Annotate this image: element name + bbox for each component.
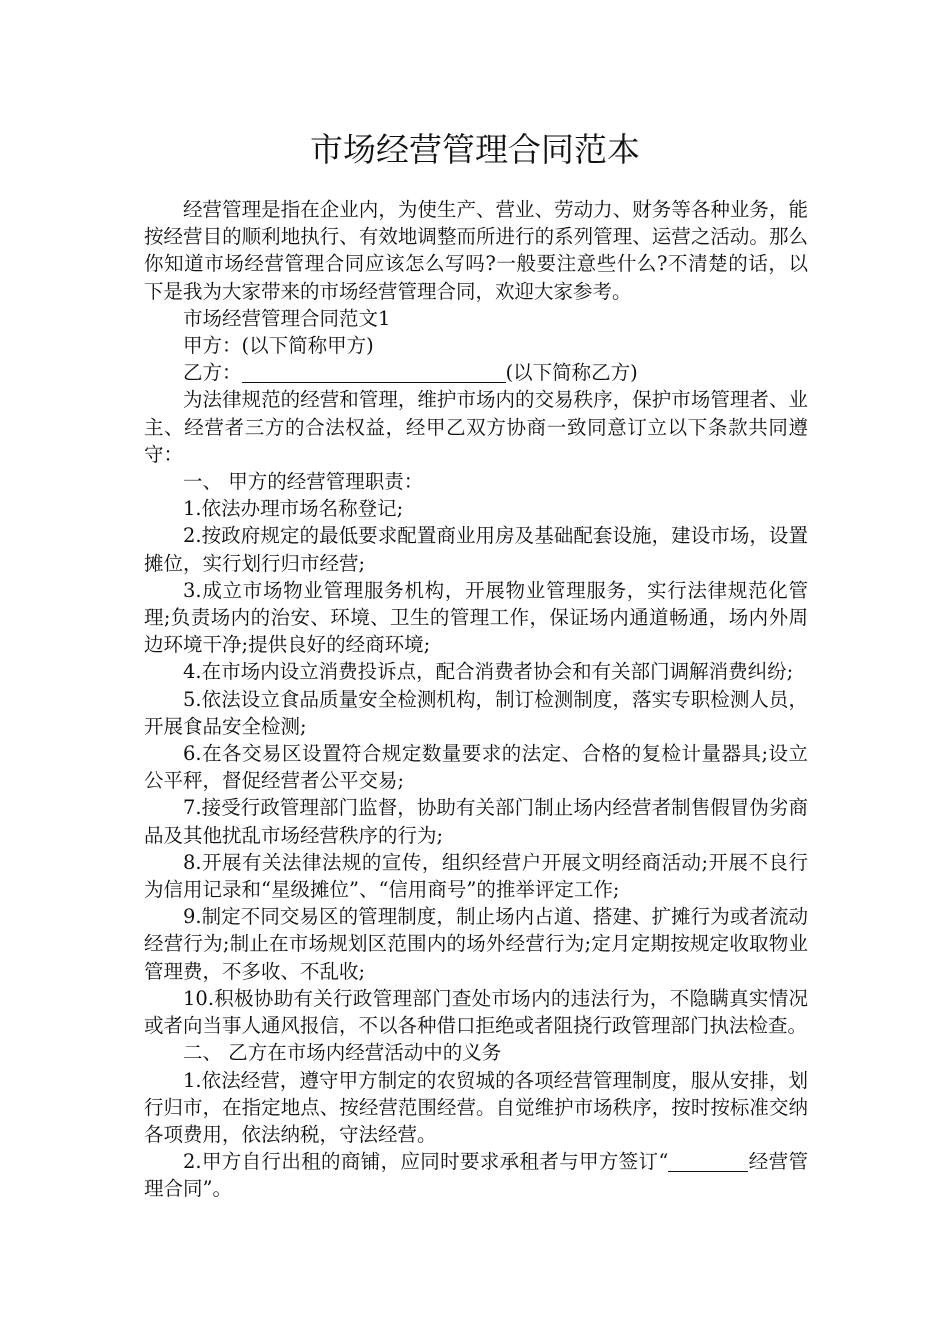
party-a-line: 甲方：(以下简称甲方) (183, 334, 374, 358)
section2-item-2 (144, 1148, 808, 1202)
section2-item2-suffix: 经营管理合同”。 (144, 1150, 808, 1201)
document-body (144, 196, 808, 1203)
section1-item: 7.接受行政管理部门监督，协助有关部门制止场内经营者制售假冒伪劣商品及其他扰乱市场经营秩序的行为; (144, 796, 808, 847)
section1-heading: 一、 甲方的经营管理职责： (183, 470, 424, 494)
section1-item: 2.按政府规定的最低要求配置商业用房及基础配套设施，建设市场，设置摊位，实行划行归市经营; (144, 524, 808, 575)
preamble-paragraph: 为法律规范的经营和管理，维护市场内的交易秩序，保护市场管理者、业主、经营者三方的合法权益，经甲乙双方协商一致同意订立以下条款共同遵守： (144, 388, 808, 466)
section1-item: 8.开展有关法律法规的宣传，组织经营户开展文明经商活动;开展不良行为信用记录和“星级摊位”、“信用商号”的推举评定工作; (144, 850, 808, 902)
section1-item: 3.成立市场物业管理服务机构，开展物业管理服务，实行法律规范化管理;负责场内的治安、环境、卫生的管理工作，保证场内通道畅通，场内外周边环境干净;提供良好的经商环境; (144, 578, 808, 657)
section1-item: 6.在各交易区设置符合规定数量要求的法定、合格的复检计量器具;设立公平秤，督促经营者公平交易; (144, 742, 808, 793)
party-b-suffix: (以下简称乙方) (505, 361, 638, 385)
sample-heading: 市场经营管理合同范文1 (183, 306, 391, 330)
section1-item: 10.积极协助有关行政管理部门查处市场内的违法行为，不隐瞒真实情况或者向当事人通风报信，不以各种借口拒绝或者阻挠行政管理部门执法检查。 (144, 986, 808, 1038)
intro-paragraph: 经营管理是指在企业内，为使生产、营业、劳动力、财务等各种业务，能按经营目的顺利地执行、有效地调整而所进行的系列管理、运营之活动。那么你知道市场经营管理合同应该怎么写吗?一般要注意些什么?不清楚的话，以下是我为大家带来的市场经营管理合同，欢迎大家参考。 (144, 198, 808, 303)
section1-item: 9.制定不同交易区的管理制度，制止场内占道、搭建、扩摊行为或者流动经营行为;制止在市场规划区范围内的场外经营行为;定月定期按规定收取物业管理费，不多收、不乱收; (144, 905, 808, 983)
fill-in-blank (708, 1151, 748, 1172)
section2-heading: 二、 乙方在市场内经营活动中的义务 (183, 1041, 502, 1065)
section1-item: 4.在市场内设立消费投诉点，配合消费者协会和有关部门调解消费纠纷; (183, 660, 794, 684)
party-b-line (144, 359, 808, 386)
fill-in-blank (668, 1151, 708, 1172)
party-b-blank (242, 362, 506, 383)
party-b-label: 乙方： (183, 361, 242, 385)
document-title: 市场经营管理合同范本 (310, 130, 640, 169)
section2-item2-prefix: 2.甲方自行出租的商铺，应同时要求承租者与甲方签订“ (183, 1150, 669, 1174)
section2-item: 1.依法经营，遵守甲方制定的农贸城的各项经营管理制度，服从安排，划行归市，在指定地点、按经营范围经营。自觉维护市场秩序，按时按标准交纳各项费用，依法纳税，守法经营。 (144, 1068, 808, 1146)
section1-item: 1.依法办理市场名称登记; (183, 497, 404, 521)
section1-item: 5.依法设立食品质量安全检测机构，制订检测制度，落实专职检测人员，开展食品安全检测; (144, 687, 808, 738)
